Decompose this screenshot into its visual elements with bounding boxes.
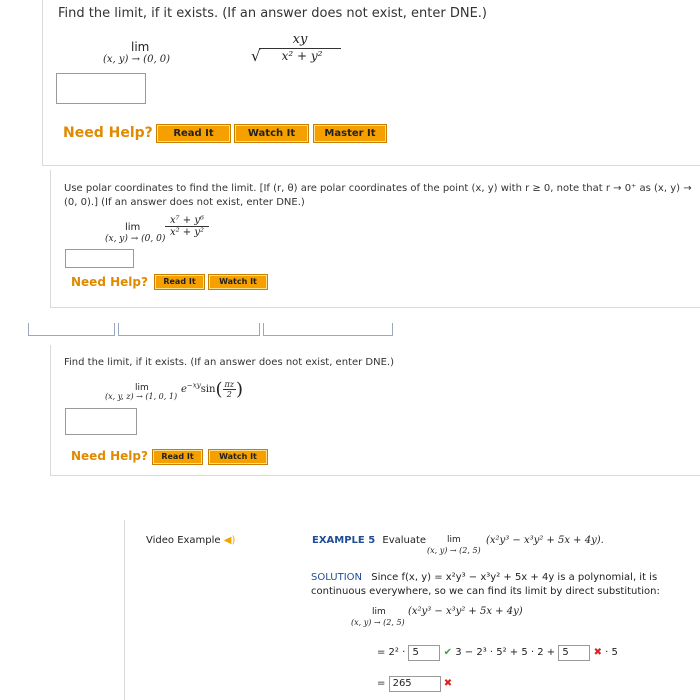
master-it-button[interactable]: Master It	[313, 124, 387, 143]
solution-label: SOLUTION	[311, 572, 363, 583]
question-3-panel	[50, 345, 700, 476]
step1-answer-box-2[interactable]: 5	[558, 645, 590, 661]
question-2-answer-input[interactable]	[65, 249, 134, 268]
numerator: xy	[292, 32, 308, 47]
exp-base: e	[181, 384, 187, 395]
denominator: x² + y²	[279, 48, 326, 63]
step1-text-b: 3 − 2³ · 5² + 5 · 2 +	[455, 647, 556, 658]
question-1-need-help: Need Help?	[63, 125, 153, 141]
evaluate-label: Evaluate	[382, 535, 427, 546]
lim-approach: (x, y, z) → (1, 0, 1)	[105, 392, 178, 401]
fraction	[165, 215, 209, 238]
tab-ask-your-teacher[interactable]	[118, 323, 260, 336]
cross-icon: ✖	[443, 678, 453, 689]
lim-approach: (x, y) → (0, 0)	[103, 54, 171, 65]
tab-my-notes[interactable]	[28, 323, 115, 336]
watch-it-button[interactable]: Watch It	[208, 274, 268, 290]
solution-lim-label: lim	[372, 607, 386, 617]
watch-it-button[interactable]: Watch It	[234, 124, 309, 143]
question-1-answer-input[interactable]	[56, 73, 146, 104]
step2-text: =	[377, 678, 386, 689]
check-icon: ✔	[443, 647, 453, 658]
question-3-expression	[105, 377, 325, 417]
example-expression: (x²y³ − x³y² + 5x + 4y).	[486, 535, 604, 546]
solution-line-1	[311, 572, 657, 583]
question-3-prompt: Find the limit, if it exists. (If an answer does not exist, enter DNE.)	[64, 357, 394, 368]
read-it-button[interactable]: Read It	[156, 124, 231, 143]
exponential-expression: $e^{-xy}\sin$( $\frac{\pi z}{2}$ )	[181, 379, 244, 400]
denominator: x² + y²	[169, 227, 205, 238]
solution-text-1: Since f(x, y) = x²y³ − x³y² + 5x + 4y is a polynomial, it is	[371, 572, 658, 583]
question-2-prompt-line-1: Use polar coordinates to find the limit. [If (r, θ) are polar coordinates of the point (x, y) with r ≥ 0, note that r → 0⁺ as (x, y) →	[64, 183, 692, 194]
tab-practice-another[interactable]	[263, 323, 393, 336]
fraction-denominator: 2	[226, 390, 232, 399]
exp-exponent: −xy	[186, 381, 201, 390]
lim-label: lim	[135, 383, 149, 393]
read-it-button[interactable]: Read It	[152, 449, 203, 465]
watch-it-button[interactable]: Watch It	[208, 449, 268, 465]
question-2-prompt-line-2: (0, 0).] (If an answer does not exist, enter DNE.)	[64, 197, 305, 208]
question-3-answer-input[interactable]	[65, 408, 137, 435]
video-example-link[interactable]	[146, 535, 235, 546]
step1-answer-box-1[interactable]: 5	[408, 645, 440, 661]
lim-approach: (x, y) → (0, 0)	[105, 234, 166, 244]
speaker-icon: ◀)	[223, 535, 236, 546]
question-3-need-help: Need Help?	[71, 449, 148, 463]
question-1-panel	[42, 0, 700, 166]
cross-icon: ✖	[593, 647, 602, 658]
question-2-panel	[50, 170, 700, 308]
question-1-prompt: Find the limit, if it exists. (If an answer does not exist, enter DNE.)	[58, 6, 487, 21]
sqrt-icon: √	[251, 47, 261, 65]
step1-text-c: · 5	[605, 647, 618, 658]
question-2-need-help: Need Help?	[71, 275, 148, 289]
fraction	[251, 32, 341, 63]
step1-text-a: = 2² ·	[377, 647, 406, 658]
fraction-numerator: πz	[224, 380, 234, 389]
solution-lim-approach: (x, y) → (2, 5)	[351, 618, 405, 627]
step2-answer-box[interactable]: 265	[389, 676, 441, 692]
solution-expression: (x²y³ − x³y² + 5x + 4y)	[408, 606, 523, 617]
question-2-expression	[105, 215, 305, 255]
lim-label: lim	[125, 222, 141, 233]
lim-label: lim	[131, 40, 150, 54]
read-it-button[interactable]: Read It	[154, 274, 205, 290]
sin-function: sin	[200, 384, 216, 395]
numerator: x⁷ + y⁶	[165, 215, 209, 227]
substitution-step-2	[377, 676, 452, 692]
example-lim-label: lim	[447, 535, 461, 545]
example-header	[312, 535, 426, 546]
video-example-label: Video Example	[146, 535, 221, 546]
substitution-step-1	[377, 645, 618, 661]
example-lim-approach: (x, y) → (2, 5)	[427, 546, 481, 555]
solution-text-2: continuous everywhere, so we can find its limit by direct substitution:	[311, 586, 660, 597]
example-title: EXAMPLE 5	[312, 535, 376, 546]
example-panel	[124, 520, 700, 700]
